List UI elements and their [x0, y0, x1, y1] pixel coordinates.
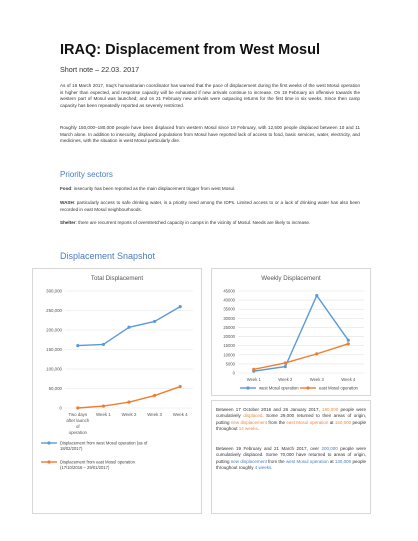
- total-displacement-plot: [33, 269, 201, 513]
- y-tick-label: 0: [232, 370, 235, 376]
- shelter-text: : there are recurrent reports of overstretched capacity in camps in the vicinity of Mosul. Needs are likely to increase.: [75, 220, 311, 225]
- y-tick-label: 200,000: [46, 327, 62, 333]
- y-tick-label: 50,000: [48, 386, 62, 391]
- legend-marker: [47, 460, 50, 463]
- x-tick-label: Week 4: [172, 412, 188, 417]
- data-point: [315, 294, 318, 297]
- data-point: [76, 406, 79, 409]
- x-tick-label: Week 1: [246, 377, 261, 382]
- data-point: [153, 320, 156, 323]
- data-point: [153, 394, 156, 397]
- data-point: [76, 344, 79, 347]
- y-tick-label: 150,000: [46, 347, 62, 352]
- x-tick-label: Week 4: [341, 377, 356, 382]
- x-tick-label: Week 3: [309, 377, 324, 382]
- data-point: [315, 352, 318, 355]
- note-text: .: [271, 465, 273, 471]
- priority-sectors-heading: Priority sectors: [60, 170, 113, 179]
- note-text: at: [328, 458, 335, 464]
- y-tick-label: 45000: [223, 288, 235, 294]
- data-point: [102, 343, 105, 346]
- displacement-snapshot-heading: Displacement Snapshot: [60, 251, 156, 261]
- note-highlight: displaced: [243, 413, 263, 419]
- intro-paragraph-2: Roughly 150,000–180,000 people have been displaced from western Mosul since 19 February, with 12,500 people displaced between 10 and 11 March alone. In addition to insecurity, displaced populations from Mosul have reported lack of access to food, basic services, water, electricity, and medicines, with the situation in west Mosul particularly dire.: [60, 125, 360, 144]
- x-tick-label: Week 3: [147, 412, 163, 417]
- note-highlight: new displacement: [230, 419, 268, 425]
- legend-label: Displacement from west Mosul operation (as of: [60, 440, 148, 446]
- x-tick-label: after launch: [66, 418, 90, 423]
- x-tick-label: of: [75, 424, 80, 429]
- legend-marker: [306, 386, 309, 389]
- note-text: Between 19 February and 21 March 2017, over: [216, 446, 322, 451]
- x-tick-label: operation: [68, 430, 87, 435]
- note-text: Between 17 October 2016 and 26 January 2017,: [216, 407, 323, 412]
- chart-title: Weekly Displacement: [261, 275, 321, 282]
- y-tick-label: 5000: [225, 361, 235, 367]
- note-text: .: [257, 426, 260, 432]
- displacement-note-box: [211, 400, 371, 514]
- note-text: people throughout: [216, 419, 366, 432]
- note-text: people throughout roughly: [216, 458, 366, 471]
- wash-label: WASH: [60, 200, 74, 205]
- note-highlight: 4 weeks: [254, 465, 272, 471]
- note-text: people were cumulatively: [216, 407, 366, 419]
- note-highlight: 150,000: [334, 419, 352, 425]
- note-text: . Some 29,000 returned to their areas of origin, putting: [216, 413, 366, 425]
- data-point: [102, 404, 105, 407]
- note-text: at: [328, 419, 335, 425]
- data-point: [347, 342, 350, 345]
- food-label: Food: [60, 186, 72, 191]
- legend-marker: [47, 441, 50, 444]
- y-tick-label: 35000: [223, 306, 235, 312]
- x-tick-label: Week 2: [278, 377, 293, 382]
- note-highlight: east Mosul operation: [286, 419, 329, 425]
- series-line-0: [254, 296, 349, 372]
- y-tick-label: 25000: [223, 324, 235, 330]
- series-line-1: [78, 387, 180, 408]
- y-tick-label: 15000: [223, 343, 235, 349]
- legend-label: Displacement from east Mosul operation: [60, 459, 135, 465]
- total-displacement-chart: [32, 268, 202, 514]
- legend-label: east Mosul operation: [319, 385, 358, 391]
- y-tick-label: 20000: [223, 334, 235, 340]
- y-tick-label: 0: [59, 405, 62, 411]
- note-highlight: new displacement: [230, 458, 267, 464]
- note-text: from the: [266, 458, 286, 464]
- series-line-1: [254, 344, 349, 370]
- shelter-label: Shelter: [60, 220, 76, 225]
- priority-food: [60, 186, 360, 193]
- data-point: [179, 305, 182, 308]
- data-point: [127, 326, 130, 329]
- wash-text: : particularly access to safe drinking water, is a priority need among the IDPs. Limited access to or a lack of drinking water has also been recorded in east Mosul neighbourhoods.: [60, 200, 360, 212]
- y-tick-label: 30000: [223, 315, 235, 321]
- y-tick-label: 10000: [223, 352, 235, 358]
- legend-marker: [246, 386, 249, 389]
- y-tick-label: 250,000: [46, 308, 62, 313]
- legend-label: (17/10/2016 – 29/01/2017): [60, 465, 110, 470]
- legend-label: west Mosul operation: [259, 385, 299, 391]
- x-tick-label: Week 2: [121, 412, 137, 417]
- y-tick-label: 40000: [223, 297, 235, 303]
- x-tick-label: Two days: [68, 412, 88, 417]
- data-point: [284, 365, 287, 368]
- data-point: [347, 339, 350, 342]
- data-point: [127, 401, 130, 404]
- note-highlight: 200,000: [321, 446, 338, 451]
- note-text: people were cumulatively displaced. Some 70,000 have returned to areas of origin, putting: [216, 446, 366, 464]
- intro-paragraph-1: As of 16 March 2017, Iraq's humanitarian coordinator has warned that the pace of displacement during the first weeks of the west Mosul operation is higher than expected, and response capacity will be exhausted if new arrivals continue to increase. On 19 February an offensive towards the western part of Mosul was launched; and on 21 February new arrivals were outpacing returns for the first time in six weeks. Since then camp capacity has been repeatedly reported as severely restricted.: [60, 83, 360, 108]
- y-tick-label: 300,000: [46, 288, 62, 294]
- weekly-displacement-plot: [212, 269, 370, 395]
- note-highlight: 180,000: [322, 407, 339, 412]
- weekly-displacement-chart: [211, 268, 371, 396]
- page-title: IRAQ: Displacement from West Mosul: [60, 42, 320, 58]
- priority-wash: [60, 200, 360, 213]
- note-highlight: 14 weeks: [238, 426, 258, 432]
- y-tick-label: 100,000: [46, 366, 62, 372]
- chart-title: Total Displacement: [90, 275, 144, 282]
- note-highlight: 130,000: [334, 458, 352, 464]
- data-point: [179, 385, 182, 388]
- legend-label: 18/02/2017): [60, 446, 83, 451]
- note-west-mosul: [216, 446, 366, 472]
- data-point: [284, 361, 287, 364]
- x-tick-label: Week 1: [95, 412, 111, 417]
- note-east-mosul: [216, 407, 366, 433]
- note-highlight: west Mosul operation: [285, 458, 329, 464]
- page-subtitle: Short note – 22.03. 2017: [60, 65, 140, 74]
- data-point: [252, 368, 255, 371]
- note-text: from the: [267, 419, 287, 425]
- food-text: : insecurity has been reported as the main displacement trigger from west Mosul.: [71, 186, 236, 191]
- priority-shelter: [60, 220, 360, 227]
